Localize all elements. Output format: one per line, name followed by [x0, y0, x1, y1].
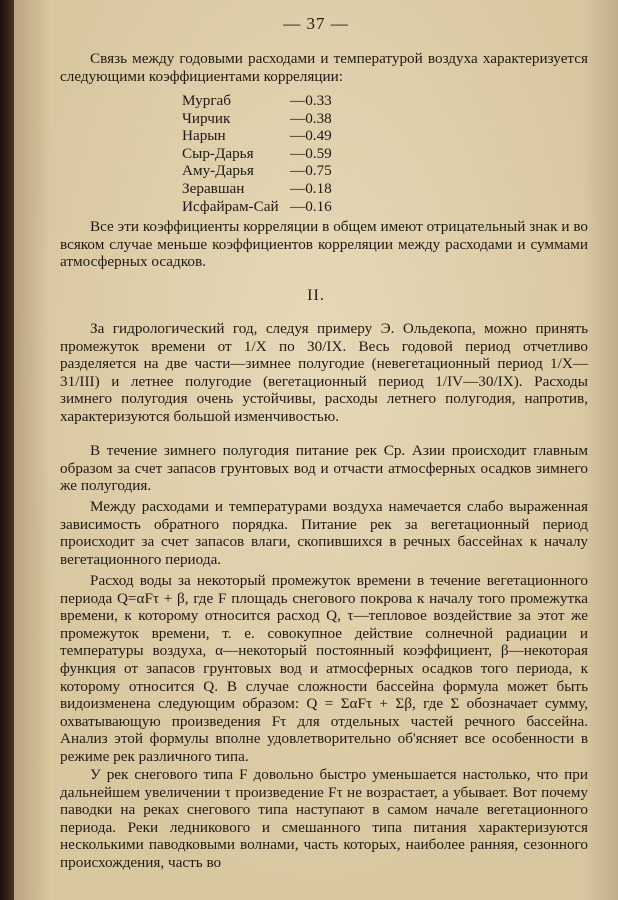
correlation-value: —0.75	[290, 162, 332, 180]
river-name: Сыр-Дарья	[182, 144, 254, 162]
river-name: Исфайрам-Сай	[182, 197, 279, 215]
correlation-row	[182, 145, 332, 163]
correlation-row	[182, 127, 332, 145]
intro-paragraph: Связь между годовыми расходами и температурой воздуха характеризуется следующими коэффициентами корреляции:	[60, 50, 588, 85]
paragraph-discharge-formula: Расход воды за некоторый промежуток времени в течение вегетационного периода Q=αFτ + β, где F площадь снегового покрова к началу того промежутка времени, к которому относится расход Q, τ—тепловое воздействие за этот же промежуток времени, т. е. совокупное действие солнечной радиации и температуры воздуха, α—некоторый постоянный коэффициент, β—некоторая функция от запасов грунтовых вод и атмосферных осадков того периода, к которому относится Q. В случае сложности бассейна формула может быть видоизменена следующим образом: Q = ΣαFτ + Σβ, где Σ обозначает сумму, охватывающую произведения Fτ для отдельных частей речного бассейна. Анализ этой формулы вполне удовлетворительно об'ясняет все особенности в режиме рек различного типа.	[60, 572, 588, 765]
paragraph-temperature-dependence: Между расходами и температурами воздуха намечается слабо выраженная зависимость обратного порядка. Питание рек за вегетационный период происходит за счет запасов влаги, скопившихся в речных бассейнах к началу вегетационного периода.	[60, 498, 588, 568]
section-numeral: II.	[307, 287, 325, 304]
correlation-table	[182, 92, 332, 215]
summary-paragraph: Все эти коэффициенты корреляции в общем имеют отрицательный знак и во всяком случае меньше коэффициентов корреляции между расходами и суммами атмосферных осадков.	[60, 218, 588, 271]
correlation-value: —0.38	[290, 109, 332, 127]
paragraph-winter-feeding: В течение зимнего полугодия питание рек Ср. Азии происходит главным образом за счет запасов грунтовых вод и отчасти атмосферных осадков зимнего же полугодия.	[60, 442, 588, 495]
correlation-row	[182, 92, 332, 110]
river-name: Нарын	[182, 127, 226, 145]
river-name: Чирчик	[182, 109, 231, 127]
river-name: Мургаб	[182, 92, 232, 109]
correlation-value: —0.18	[290, 179, 332, 197]
correlation-row	[182, 198, 332, 216]
book-page	[14, 0, 618, 900]
paragraph-snow-type-rivers: У рек снегового типа F довольно быстро уменьшается настолько, что при дальнейшем увеличении τ произведение Fτ не возрастает, а убывает. Вот почему паводки на реках снегового типа наступают в самом начале вегетационного периода. Реки ледникового и смешанного типа питания характеризуются несколькими паводковыми волнами, часть которых, наиболее ранняя, сезонного происхождения, часть во	[60, 766, 588, 871]
book-spine	[0, 0, 14, 900]
correlation-row	[182, 162, 332, 180]
correlation-row	[182, 110, 332, 128]
correlation-value: —0.59	[290, 144, 332, 162]
paragraph-hydrological-year: За гидрологический год, следуя примеру Э. Ольдекопа, можно принять промежуток времени от 1/X по 30/IX. Весь годовой период отчетливо разделяется на две части—зимнее полугодие (невегетационный период 1/X—31/III) и летнее полугодие (вегетационный период 1/IV—30/IX). Расходы зимнего полугодия очень устойчивы, расходы летнего полугодия, напротив, характеризуются большой изменчивостью.	[60, 320, 588, 425]
correlation-value: —0.16	[290, 197, 332, 215]
correlation-value: —0.49	[290, 127, 332, 145]
page-number: — 37 —	[283, 14, 349, 33]
river-name: Аму-Дарья	[182, 162, 254, 180]
correlation-value: —0.33	[290, 92, 332, 109]
correlation-row	[182, 180, 332, 198]
river-name: Зеравшан	[182, 179, 245, 197]
